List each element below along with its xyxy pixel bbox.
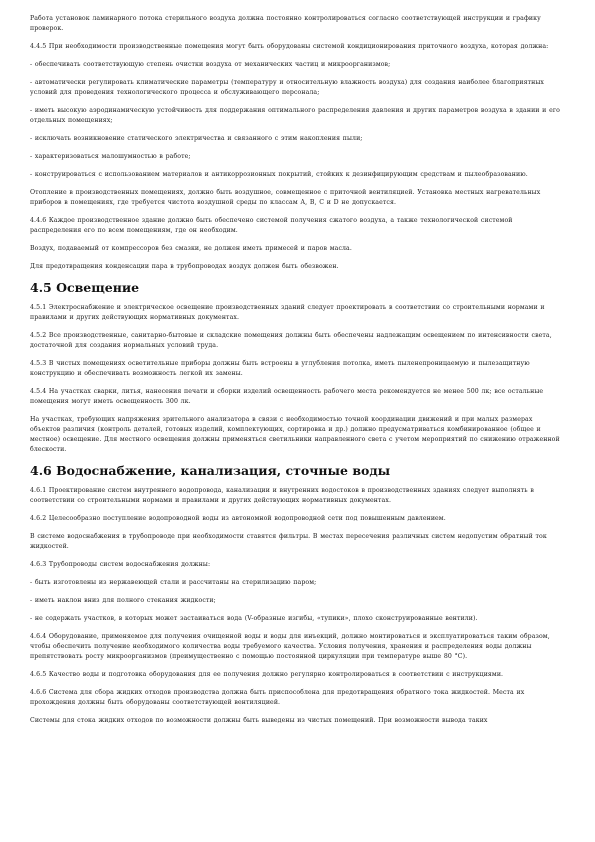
section-heading-water: 4.6 Водоснабжение, канализация, сточные воды xyxy=(30,463,391,478)
paragraph: 4.6.1 Проектирование систем внутреннего водопровода, канализации и внутренних водостоков в производственных зданиях следует выполнять в соответствии со строительными нормами и правилами и других действующих нормативных документах. xyxy=(30,487,534,504)
paragraph: 4.5.3 В чистых помещениях осветительные приборы должны быть встроены в углубления потолка, иметь пыленепроницаемую и пылезащитную конструкцию и обеспечивать возможность легкой их замены. xyxy=(30,360,530,377)
paragraph: 4.6.4 Оборудование, применяемое для получения очищенной воды и воды для инъекций, должно монтироваться и эксплуатироваться таким образом, чтобы обеспечить получение необходимого количества воды требуемого качества. Условия получения, хранения и распределения воды должны препятствовать росту микроорганизмов (преимущественно с помощью постоянной циркуляции при температуре выше 80 °С). xyxy=(30,633,550,660)
paragraph: - иметь наклон вниз для полного стекания жидкости; xyxy=(30,597,216,604)
paragraph: 4.4.6 Каждое производственное здание должно быть обеспечено системой получения сжатого воздуха, а также технологической системой распределения его по всем помещениям, где он необходим. xyxy=(30,217,513,234)
paragraph: - автоматически регулировать климатические параметры (температуру и относительную влажность воздуха) для создания наиболее благоприятных условий для проведения технологического процесса и обслуживающего персонала; xyxy=(30,79,545,96)
paragraph: - не содержать участков, в которых может застаиваться вода (V-образные изгибы, «тупики», плохо сконструированные вентили). xyxy=(30,615,478,622)
paragraph: 4.5.2 Все производственные, санитарно-бытовые и складские помещения должны быть обеспечены надлежащим освещением по интенсивности света, достаточной для создания нормальных условий труда. xyxy=(30,332,552,349)
paragraph: 4.6.3 Трубопроводы систем водоснабжения должны: xyxy=(30,561,211,568)
intro-paragraphs xyxy=(30,14,565,272)
paragraph: На участках, требующих напряжения зрительного анализатора в связи с необходимостью точной координации движений и при малых размерах объектов различия (контроль деталей, готовых изделий, комплектующих, сортировка и др.) должно предусматриваться комбинированное (общее и местное) освещение. Для местного освещения должны применяться светильники направленного света с учетом мероприятий по снижению отраженной блескости. xyxy=(30,416,560,453)
paragraph: 4.6.6 Система для сбора жидких отходов производства должна быть приспособлена для предотвращения обратного тока жидкостей. Места их прохождения должны быть оборудованы соответствующей вентиляцией. xyxy=(30,689,525,706)
section-water-body xyxy=(30,486,565,726)
paragraph: Работа установок ламинарного потока стерильного воздуха должна постоянно контролироваться согласно соответствующей инструкции и графику проверок. xyxy=(30,15,541,32)
paragraph: - исключать возникновение статического электричества и связанного с этим накопления пыли; xyxy=(30,135,363,142)
paragraph: - обеспечивать соответствующую степень очистки воздуха от механических частиц и микроорганизмов; xyxy=(30,61,391,68)
paragraph: - конструироваться с использованием материалов и антикоррозионных покрытий, стойких к дезинфицирующим средствам и пылеобразованию. xyxy=(30,171,528,178)
section-lighting-body xyxy=(30,303,565,455)
paragraph: - иметь высокую аэродинамическую устойчивость для поддержания оптимального распределения давления и других параметров воздуха в здании и его отдельных помещениях; xyxy=(30,107,561,124)
paragraph: Для предотвращения конденсации пара в трубопроводах воздух должен быть обезвожен. xyxy=(30,263,339,270)
section-heading-lighting: 4.5 Освещение xyxy=(30,280,140,295)
paragraph: Отопление в производственных помещениях, должно быть воздушное, совмещенное с приточной вентиляцией. Установка местных нагревательных приборов в помещениях, где требуется чистота воздушной среды по классам А, В, С и D не допускается. xyxy=(30,189,541,206)
paragraph: - характеризоваться малошумностью в работе; xyxy=(30,153,191,160)
paragraph: 4.6.2 Целесообразно поступление водопроводной воды из автономной водопроводной сети под повышенным давлением. xyxy=(30,515,446,522)
paragraph: - быть изготовлены из нержавеющей стали и рассчитаны на стерилизацию паром; xyxy=(30,579,317,586)
paragraph: 4.4.5 При необходимости производственные помещения могут быть оборудованы системой кондиционирования приточного воздуха, которая должна: xyxy=(30,43,549,50)
paragraph: 4.5.1 Электроснабжение и электрическое освещение производственных зданий следует проектировать в соответствии со строительными нормами и правилами и других действующих нормативных документах. xyxy=(30,304,545,321)
paragraph: Воздух, подаваемый от компрессоров без смазки, не должен иметь примесей и паров масла. xyxy=(30,245,352,252)
paragraph: 4.5.4 На участках сварки, литья, нанесения печати и сборки изделий освещенность рабочего места рекомендуется не менее 500 лк; все остальные помещения могут иметь освещенность 300 лк. xyxy=(30,388,544,405)
paragraph: В системе водоснабжения в трубопроводе при необходимости ставятся фильтры. В местах пересечения различных систем недопустим обратный ток жидкостей. xyxy=(30,533,547,550)
paragraph: 4.6.5 Качество воды и подготовка оборудования для ее получения должно регулярно контролироваться в соответствии с инструкциями. xyxy=(30,671,504,678)
paragraph: Системы для стока жидких отходов по возможности должны быть выведены из чистых помещений. При возможности вывода таких xyxy=(30,717,488,724)
